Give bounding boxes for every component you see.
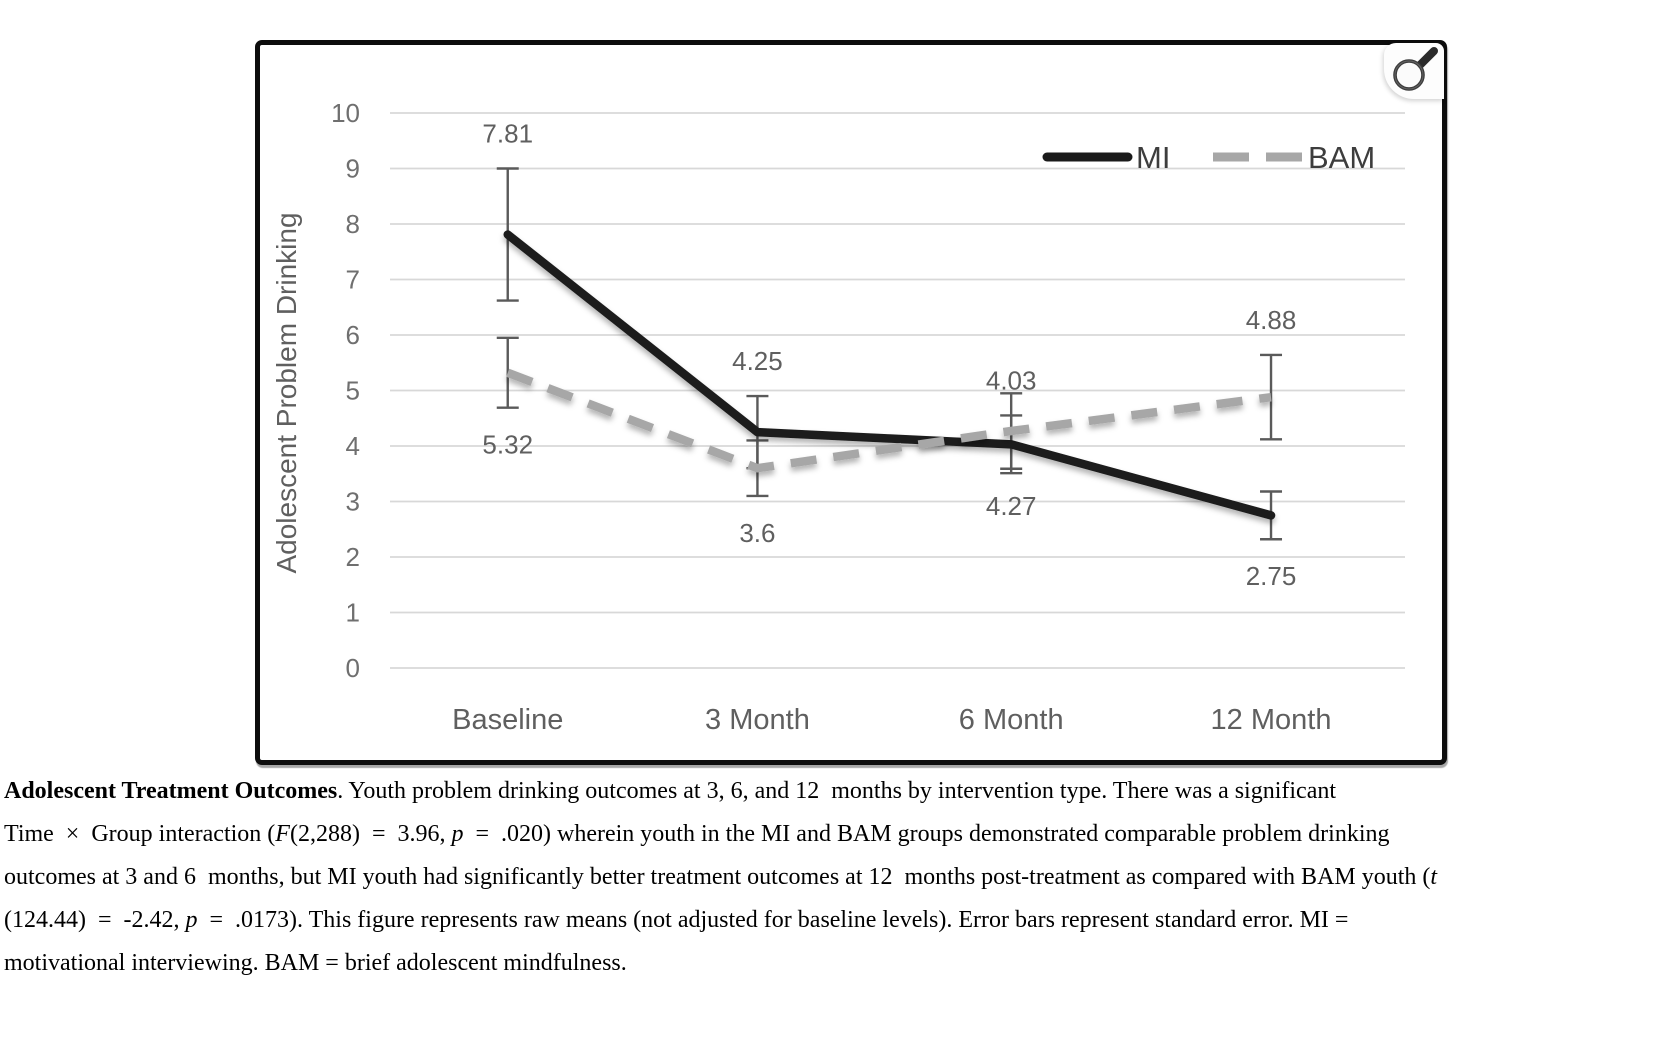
x-tick-label: 6 Month [958, 704, 1064, 736]
y-tick-label: 7 [345, 264, 360, 295]
y-tick-label: 10 [331, 98, 360, 128]
caption-line: outcomes at 3 and 6 months, but MI youth had significantly better treatment outcomes at 12 months post-treatment as compared with BAM youth (t [4, 864, 1438, 890]
x-tick-label: 3 Month [705, 704, 810, 736]
x-tick-label: 12 Month [1210, 704, 1332, 736]
x-tick-label: Baseline [452, 704, 564, 736]
data-label-bam: 5.32 [482, 429, 534, 460]
y-tick-label: 9 [345, 153, 360, 184]
series-line-bam [508, 373, 1271, 468]
caption-line: Time × Group interaction (F(2,288) = 3.96, p = .020) wherein youth in the MI and BAM groups demonstrated comparable problem drinking [4, 821, 1390, 847]
legend-label-mi: MI [1136, 140, 1171, 175]
line-chart [260, 45, 1442, 758]
caption-line: (124.44) = -2.42, p = .0173). This figure represents raw means (not adjusted for baseline levels). Error bars represent standard error. MI = [4, 907, 1349, 933]
y-tick-label: 6 [345, 320, 360, 350]
figure-caption [4, 770, 1659, 985]
y-tick-label: 0 [345, 653, 360, 683]
data-label-mi: 4.03 [985, 365, 1037, 396]
zoom-button[interactable] [1384, 43, 1444, 99]
data-label-mi: 7.81 [482, 118, 534, 149]
legend-label-bam: BAM [1308, 140, 1376, 175]
y-tick-label: 1 [345, 597, 360, 628]
y-tick-label: 4 [345, 431, 360, 461]
caption-line: motivational interviewing. BAM = brief adolescent mindfulness. [4, 950, 627, 976]
y-tick-label: 5 [345, 375, 360, 406]
y-tick-label: 8 [345, 209, 360, 239]
data-label-bam: 4.88 [1245, 304, 1297, 335]
legend [1047, 140, 1375, 175]
series-line-mi [508, 235, 1271, 516]
caption-line: Adolescent Treatment Outcomes. Youth problem drinking outcomes at 3, 6, and 12 months by intervention type. There was a significant [4, 778, 1337, 804]
data-label-mi: 4.25 [732, 346, 783, 377]
magnifier-icon [1384, 43, 1444, 99]
y-tick-label: 2 [345, 542, 360, 572]
y-axis-title: Adolescent Problem Drinking [271, 212, 302, 574]
data-label-mi: 2.75 [1245, 561, 1297, 592]
figure-panel [255, 40, 1447, 765]
y-tick-label: 3 [345, 486, 360, 517]
data-label-bam: 3.6 [739, 517, 776, 548]
data-label-bam: 4.27 [985, 490, 1037, 521]
